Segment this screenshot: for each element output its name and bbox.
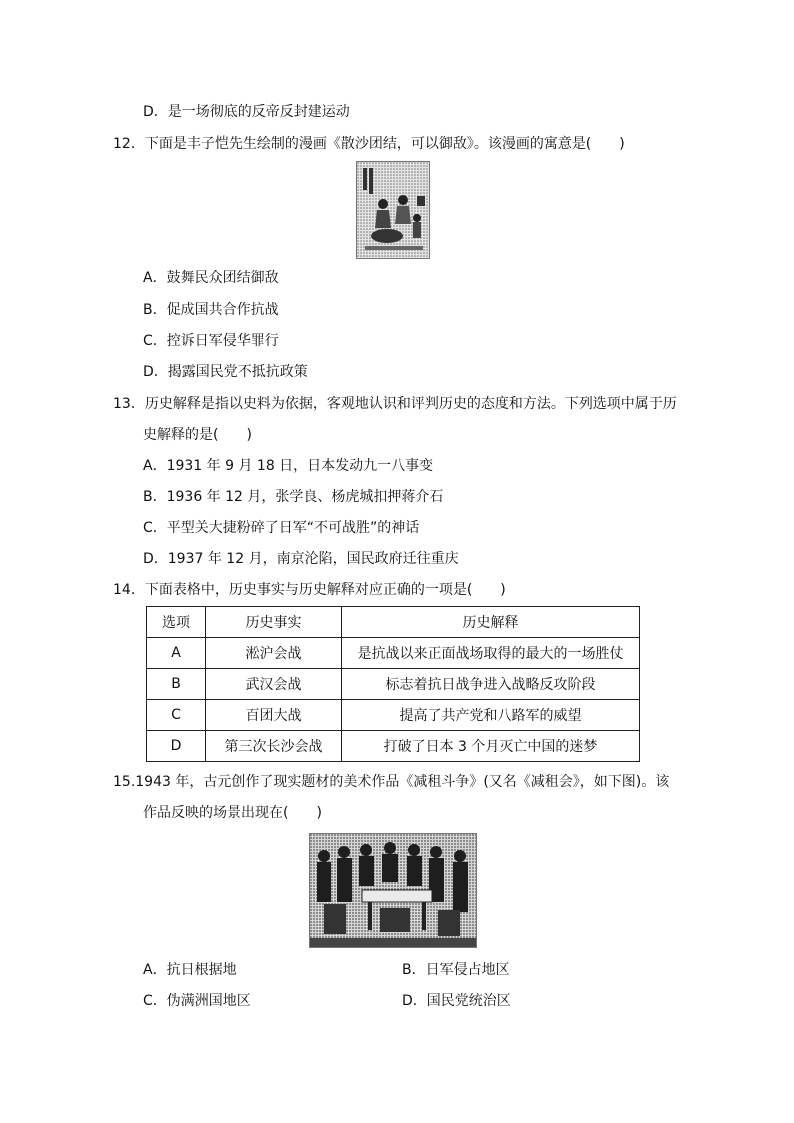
q12-option-c: C．控诉日军侵华罪行	[143, 333, 279, 349]
table-header-explanation: 历史解释	[342, 607, 640, 638]
table-cell-explanation: 是抗战以来正面战场取得的最大的一场胜仗	[342, 638, 640, 669]
q13-option-b: B．1936 年 12 月，张学良、杨虎城扣押蒋介石	[143, 489, 444, 505]
q13-option-a: A．1931 年 9 月 18 日，日本发动九一八事变	[143, 458, 434, 474]
table-header-row	[147, 607, 640, 638]
q15-stem-line2: 作品反映的场景出现在( )	[143, 805, 322, 821]
table-header-fact: 历史事实	[206, 607, 342, 638]
table-cell-option: D	[147, 731, 206, 762]
table-row	[147, 700, 640, 731]
table-cell-explanation: 提高了共产党和八路军的威望	[342, 700, 640, 731]
q12-cartoon-image	[356, 161, 430, 259]
q11-option-d: D．是一场彻底的反帝反封建运动	[143, 104, 350, 120]
table-cell-fact: 武汉会战	[206, 669, 342, 700]
table-cell-fact: 淞沪会战	[206, 638, 342, 669]
q15-woodcut-image	[309, 833, 477, 948]
cartoon-illustration	[357, 162, 429, 258]
q12-option-d: D．揭露国民党不抵抗政策	[143, 364, 308, 380]
q12-option-a: A．鼓舞民众团结御敌	[143, 270, 279, 286]
q15-option-c: C．伪满洲国地区	[143, 993, 251, 1009]
table-header-option: 选项	[147, 607, 206, 638]
q13-option-c: C．平型关大捷粉碎了日军“不可战胜”的神话	[143, 520, 420, 536]
table-cell-explanation: 打破了日本 3 个月灭亡中国的迷梦	[342, 731, 640, 762]
table-cell-fact: 百团大战	[206, 700, 342, 731]
q13-stem-line2: 史解释的是( )	[143, 427, 252, 443]
q12-stem: 12．下面是丰子恺先生绘制的漫画《散沙团结，可以御敌》。该漫画的寓意是( )	[113, 136, 625, 152]
q15-option-a: A．抗日根据地	[143, 962, 237, 978]
q14-stem: 14．下面表格中，历史事实与历史解释对应正确的一项是( )	[113, 582, 506, 598]
q15-option-b: B．日军侵占地区	[402, 962, 510, 978]
table-cell-option: B	[147, 669, 206, 700]
q12-option-b: B．促成国共合作抗战	[143, 302, 279, 318]
table-row	[147, 638, 640, 669]
table-cell-explanation: 标志着抗日战争进入战略反攻阶段	[342, 669, 640, 700]
woodcut-illustration	[310, 834, 476, 947]
table-row	[147, 669, 640, 700]
table-cell-fact: 第三次长沙会战	[206, 731, 342, 762]
q14-table	[146, 606, 640, 762]
q15-option-d: D．国民党统治区	[402, 993, 511, 1009]
q13-stem-line1: 13．历史解释是指以史料为依据，客观地认识和评判历史的态度和方法。下列选项中属于历	[113, 396, 677, 412]
q13-option-d: D．1937 年 12 月，南京沦陷，国民政府迁往重庆	[143, 551, 459, 567]
q15-stem-line1: 15.1943 年，古元创作了现实题材的美术作品《减租斗争》(又名《减租会》，如下图)。该	[113, 774, 670, 790]
table-row	[147, 731, 640, 762]
table-cell-option: C	[147, 700, 206, 731]
table-cell-option: A	[147, 638, 206, 669]
